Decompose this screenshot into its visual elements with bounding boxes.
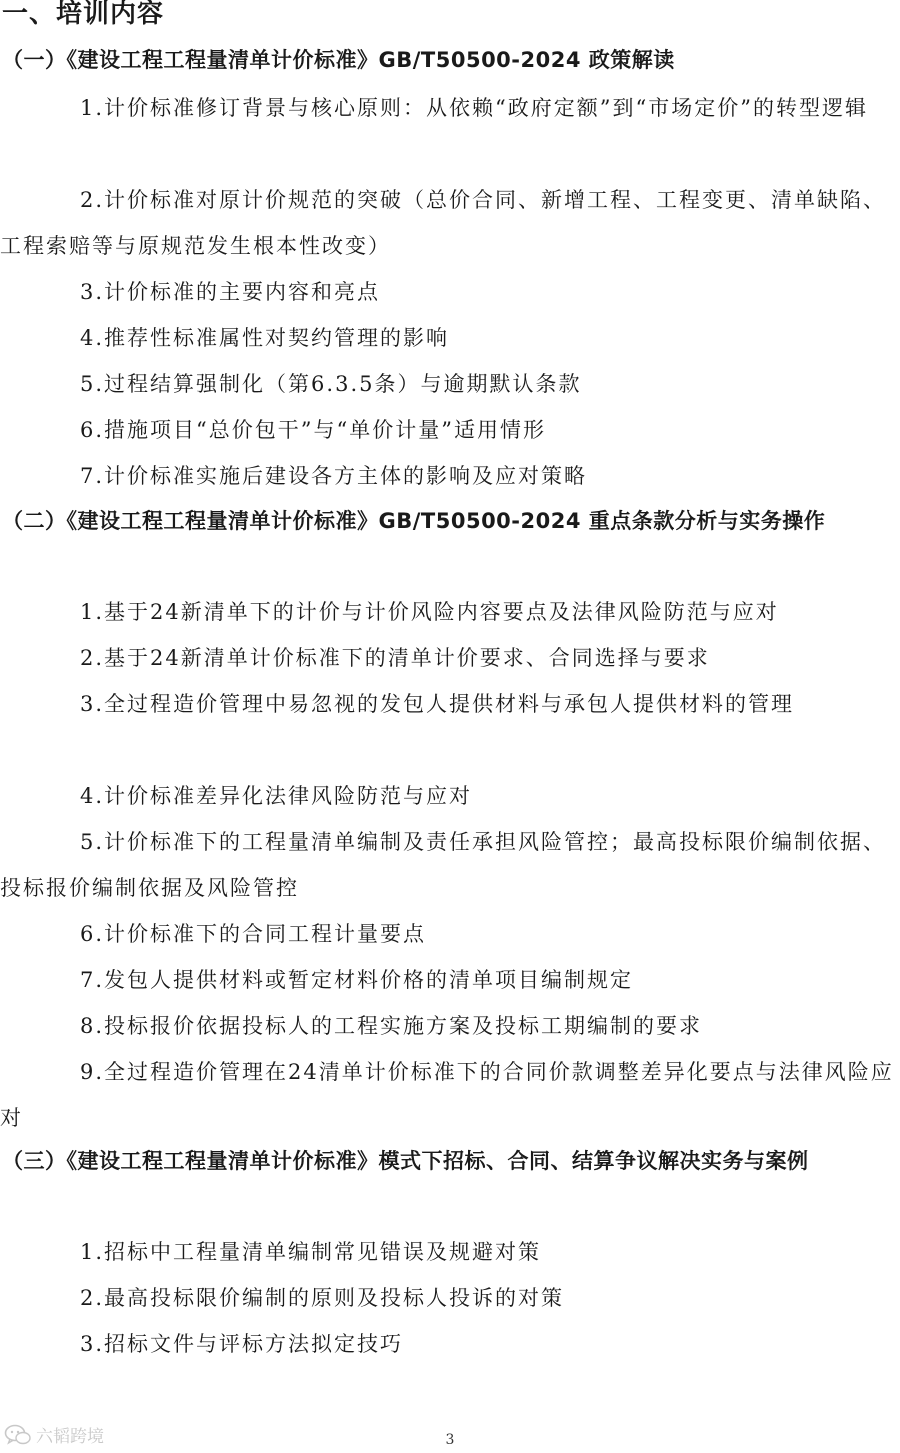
list-item <box>0 269 896 315</box>
item-number: 8. <box>80 1014 105 1038</box>
item-text: 全过程造价管理中易忽视的发包人提供材料与承包人提供材料的管理 <box>104 692 795 716</box>
list-item <box>0 315 896 361</box>
item-text: 招标中工程量清单编制常见错误及规避对策 <box>104 1240 542 1264</box>
item-number: 1. <box>80 600 105 624</box>
item-number: 7. <box>80 968 105 992</box>
item-text: 基于24新清单下的计价与计价风险内容要点及法律风险防范与应对 <box>104 600 779 624</box>
item-number: 3. <box>80 1332 105 1356</box>
list-item <box>0 911 896 957</box>
section-title: （二）《建设工程工程量清单计价标准》GB/T50500-2024 重点条款分析与实务操作 <box>2 509 826 533</box>
item-text: 计价标准差异化法律风险防范与应对 <box>104 784 473 808</box>
item-number: 4. <box>80 326 105 350</box>
section-title: （三）《建设工程工程量清单计价标准》模式下招标、合同、结算争议解决实务与案例 <box>2 1149 809 1173</box>
list-item <box>0 589 896 635</box>
item-text: 措施项目“总价包干”与“单价计量”适用情形 <box>104 418 546 442</box>
item-number: 1. <box>80 1240 105 1264</box>
list-item <box>0 453 896 499</box>
item-number: 6. <box>80 922 105 946</box>
item-number: 7. <box>80 464 105 488</box>
section-title: （一）《建设工程工程量清单计价标准》GB/T50500-2024 政策解读 <box>2 48 675 72</box>
item-number: 2. <box>80 188 105 212</box>
item-text: 计价标准下的工程量清单编制及责任承担风险管控；最高投标限价编制依据、投标报价编制依据及风险管控 <box>0 830 887 900</box>
item-text: 计价标准实施后建设各方主体的影响及应对策略 <box>104 464 588 488</box>
list-item <box>0 635 896 681</box>
list-item <box>0 957 896 1003</box>
item-number: 3. <box>80 692 105 716</box>
item-number: 9. <box>80 1060 105 1084</box>
list-item <box>0 177 896 269</box>
item-text: 计价标准的主要内容和亮点 <box>104 280 381 304</box>
list-item <box>0 1003 896 1049</box>
watermark-text: 六韬跨境 <box>36 1427 104 1447</box>
item-text: 计价标准下的合同工程计量要点 <box>104 922 427 946</box>
item-number: 6. <box>80 418 105 442</box>
item-text: 计价标准修订背景与核心原则：从依赖“政府定额”到“市场定价”的转型逻辑 <box>104 96 868 120</box>
item-text: 投标报价依据投标人的工程实施方案及投标工期编制的要求 <box>104 1014 703 1038</box>
item-text: 过程结算强制化（第6.3.5条）与逾期默认条款 <box>104 372 582 396</box>
list-item <box>0 1229 896 1275</box>
item-text: 发包人提供材料或暂定材料价格的清单项目编制规定 <box>104 968 634 992</box>
item-number: 4. <box>80 784 105 808</box>
item-number: 2. <box>80 1286 105 1310</box>
list-item <box>0 1275 896 1321</box>
main-heading: 一、培训内容 <box>2 0 165 29</box>
item-text: 计价标准对原计价规范的突破（总价合同、新增工程、工程变更、清单缺陷、工程索赔等与原规范发生根本性改变） <box>0 188 887 258</box>
item-number: 3. <box>80 280 105 304</box>
item-text: 最高投标限价编制的原则及投标人投诉的对策 <box>104 1286 565 1310</box>
item-number: 2. <box>80 646 105 670</box>
item-text: 全过程造价管理在24清单计价标准下的合同价款调整差异化要点与法律风险应对 <box>0 1060 894 1130</box>
list-item <box>0 773 896 819</box>
list-item <box>0 407 896 453</box>
list-item <box>0 1049 896 1141</box>
list-item <box>0 681 896 727</box>
list-item <box>0 1321 896 1367</box>
item-text: 推荐性标准属性对契约管理的影响 <box>104 326 450 350</box>
list-item <box>0 819 896 911</box>
item-number: 5. <box>80 372 105 396</box>
item-text: 招标文件与评标方法拟定技巧 <box>104 1332 404 1356</box>
item-text: 基于24新清单计价标准下的清单计价要求、合同选择与要求 <box>104 646 710 670</box>
item-number: 5. <box>80 830 105 854</box>
item-number: 1. <box>80 96 105 120</box>
list-item <box>0 361 896 407</box>
page-number: 3 <box>445 1432 455 1448</box>
list-item <box>0 85 896 131</box>
